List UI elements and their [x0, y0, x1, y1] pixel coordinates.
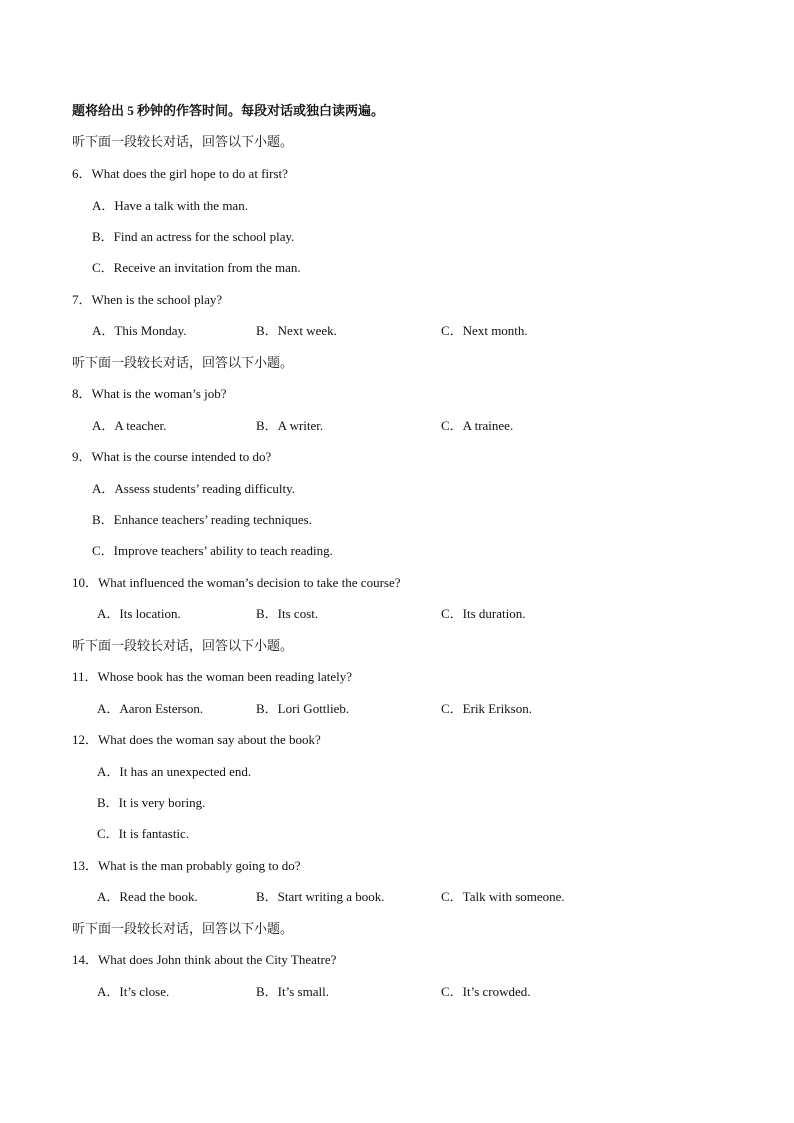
q7-option-c: C．Next month. [441, 323, 528, 338]
q8-option-a: A．A teacher. [92, 418, 167, 433]
q7-option-a: A．This Monday. [92, 323, 187, 338]
q14-option-b: B．It’s small. [256, 984, 329, 999]
question-6: 6．What does the girl hope to do at first? [72, 166, 288, 181]
q14-option-a: A．It’s close. [97, 984, 170, 999]
q12-option-b: B．It is very boring. [97, 795, 206, 810]
q7-option-b: B．Next week. [256, 323, 337, 338]
question-12: 12．What does the woman say about the book? [72, 732, 321, 747]
q13-option-a: A．Read the book. [97, 889, 198, 904]
q11-option-c: C．Erik Erikson. [441, 701, 532, 716]
q11-option-a: A．Aaron Esterson. [97, 701, 204, 716]
q9-option-a: A．Assess students’ reading difficulty. [92, 481, 296, 496]
q13-option-b: B．Start writing a book. [256, 889, 385, 904]
q12-option-c: C．It is fantastic. [97, 826, 190, 841]
q10-option-b: B．Its cost. [256, 606, 319, 621]
q9-option-c: C．Improve teachers’ ability to teach reading. [92, 543, 333, 558]
question-7: 7．When is the school play? [72, 292, 223, 307]
q6-option-b: B．Find an actress for the school play. [92, 229, 295, 244]
q9-option-b: B．Enhance teachers’ reading techniques. [92, 512, 312, 527]
q6-option-a: A．Have a talk with the man. [92, 198, 248, 213]
q11-option-b: B．Lori Gottlieb. [256, 701, 350, 716]
q8-option-c: C．A trainee. [441, 418, 514, 433]
section-heading: 听下面一段较长对话，回答以下小题。 [72, 921, 294, 936]
section-heading: 听下面一段较长对话，回答以下小题。 [72, 355, 294, 370]
q12-option-a: A．It has an unexpected end. [97, 764, 252, 779]
q6-option-c: C．Receive an invitation from the man. [92, 260, 301, 275]
q10-option-c: C．Its duration. [441, 606, 526, 621]
section-heading: 听下面一段较长对话，回答以下小题。 [72, 134, 294, 149]
q10-option-a: A．Its location. [97, 606, 181, 621]
question-9: 9．What is the course intended to do? [72, 449, 272, 464]
question-14: 14．What does John think about the City Theatre? [72, 952, 337, 967]
question-10: 10．What influenced the woman’s decision to take the course? [72, 575, 401, 590]
q14-option-c: C．It’s crowded. [441, 984, 531, 999]
question-11: 11．Whose book has the woman been reading lately? [72, 669, 353, 684]
section-heading: 听下面一段较长对话，回答以下小题。 [72, 638, 294, 653]
question-13: 13．What is the man probably going to do? [72, 858, 301, 873]
instructions-text: 题将给出 5 秒钟的作答时间。每段对话或独白读两遍。 [72, 103, 385, 118]
q13-option-c: C．Talk with someone. [441, 889, 565, 904]
q8-option-b: B．A writer. [256, 418, 324, 433]
question-8: 8．What is the woman’s job? [72, 386, 227, 401]
